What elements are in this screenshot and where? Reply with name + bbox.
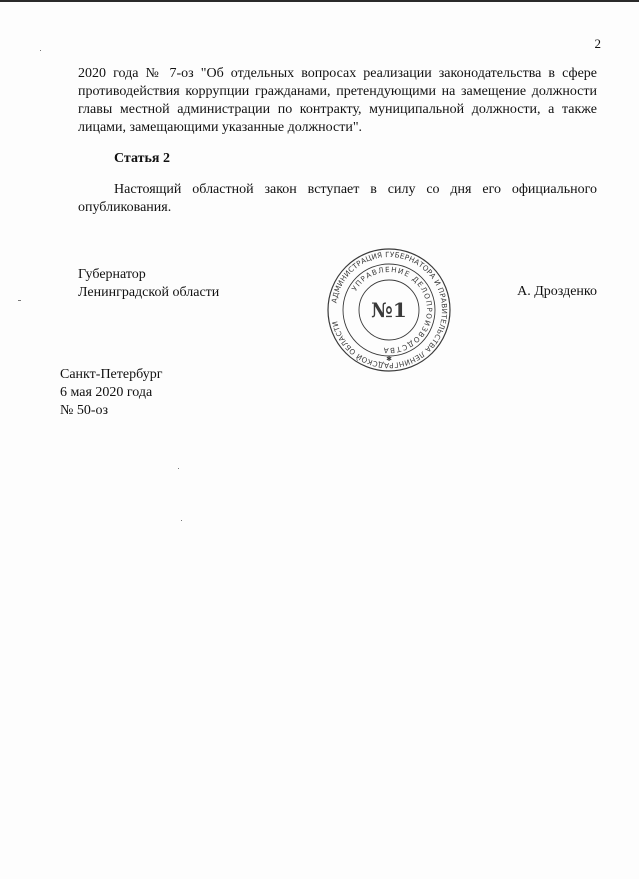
law-number: № 50-оз	[60, 403, 109, 418]
seal-inner-text: УПРАВЛЕНИЕ ДЕЛОПРОИЗВОДСТВА	[349, 264, 435, 356]
signing-date: 6 мая 2020 года	[60, 385, 153, 400]
scan-speck	[181, 520, 182, 521]
scan-speck	[178, 468, 179, 469]
top-border-line	[0, 0, 639, 2]
seal-number: №1	[371, 298, 407, 322]
seal-outer-text: АДМИНИСТРАЦИЯ ГУБЕРНАТОРА И ПРАВИТЕЛЬСТВА ЛЕНИНГРАДСКОЙ ОБЛАСТИ	[329, 249, 450, 371]
article-heading: Статья 2	[114, 151, 170, 166]
scan-speck	[18, 300, 21, 301]
signatory-position: Губернатор	[78, 267, 146, 282]
place-date-block	[60, 366, 162, 420]
page-number: 2	[594, 36, 601, 51]
entry-into-force-paragraph: Настоящий областной закон вступает в силу со дня его официального опубликования.	[78, 182, 597, 215]
law-reference-paragraph: 2020 года № 7-оз "Об отдельных вопросах реализации законодательства в сфере противодействия коррупции гражданами, претендующими на замещение должности главы местной администрации по контракту, муниципальной должности, а также лицами, замещающими указанные должности".	[78, 66, 597, 135]
signatory-region: Ленинградской области	[78, 285, 220, 300]
signatory-name: А. Дрозденко	[517, 284, 597, 299]
official-seal-stamp	[327, 248, 451, 372]
signatory-title	[78, 266, 219, 302]
scan-speck	[40, 50, 41, 51]
seal-star-icon: ✱	[386, 355, 392, 363]
city: Санкт-Петербург	[60, 367, 163, 382]
